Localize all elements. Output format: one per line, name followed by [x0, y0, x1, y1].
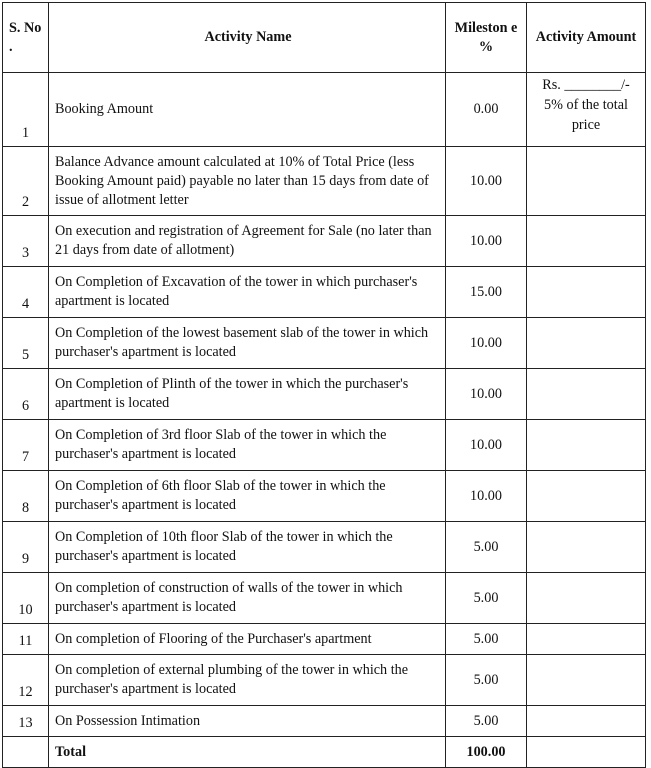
header-milestone-percent: Mileston e % — [446, 3, 527, 73]
total-label: Total — [49, 737, 446, 768]
milestone-percent: 15.00 — [446, 267, 527, 318]
total-amount — [527, 737, 646, 768]
activity-amount — [527, 147, 646, 216]
amount-note: 5% of the total price — [544, 97, 628, 133]
milestone-percent: 10.00 — [446, 369, 527, 420]
row-number: 12 — [3, 655, 49, 706]
activity-name: Booking Amount — [49, 73, 446, 147]
table-row — [3, 216, 646, 267]
row-number: 2 — [3, 147, 49, 216]
activity-name: On Possession Intimation — [49, 706, 446, 737]
header-activity-name: Activity Name — [49, 3, 446, 73]
row-number: 7 — [3, 420, 49, 471]
row-number: 10 — [3, 573, 49, 624]
total-percent: 100.00 — [446, 737, 527, 768]
milestone-percent: 5.00 — [446, 655, 527, 706]
table-row — [3, 318, 646, 369]
activity-name: On Completion of the lowest basement slab of the tower in which purchaser's apartment is located — [49, 318, 446, 369]
row-number: 11 — [3, 624, 49, 655]
activity-amount — [527, 73, 646, 147]
activity-amount — [527, 318, 646, 369]
activity-name: On Completion of 6th floor Slab of the tower in which the purchaser's apartment is located — [49, 471, 446, 522]
header-activity-amount: Activity Amount — [527, 3, 646, 73]
milestone-percent: 10.00 — [446, 471, 527, 522]
table-row — [3, 624, 646, 655]
row-number: 5 — [3, 318, 49, 369]
row-number: 6 — [3, 369, 49, 420]
activity-name: On completion of Flooring of the Purchaser's apartment — [49, 624, 446, 655]
milestone-percent: 5.00 — [446, 573, 527, 624]
header-sno: S. No . — [3, 3, 49, 73]
table-row — [3, 73, 646, 147]
table-row — [3, 147, 646, 216]
row-number: 9 — [3, 522, 49, 573]
activity-amount — [527, 624, 646, 655]
milestone-percent: 10.00 — [446, 216, 527, 267]
row-number: 13 — [3, 706, 49, 737]
activity-name: On Completion of Plinth of the tower in which the purchaser's apartment is located — [49, 369, 446, 420]
table-row — [3, 706, 646, 737]
row-number: 4 — [3, 267, 49, 318]
milestone-percent: 10.00 — [446, 318, 527, 369]
activity-amount — [527, 655, 646, 706]
amount-blank: Rs. ________/- — [542, 77, 630, 93]
table-row — [3, 369, 646, 420]
table-row — [3, 573, 646, 624]
activity-name: On completion of external plumbing of the tower in which the purchaser's apartment is located — [49, 655, 446, 706]
activity-amount — [527, 369, 646, 420]
activity-name: On Completion of Excavation of the tower in which purchaser's apartment is located — [49, 267, 446, 318]
table-row — [3, 471, 646, 522]
table-row — [3, 655, 646, 706]
activity-amount — [527, 471, 646, 522]
activity-amount — [527, 522, 646, 573]
activity-amount — [527, 216, 646, 267]
row-number: 1 — [3, 73, 49, 147]
activity-amount — [527, 706, 646, 737]
milestone-percent: 10.00 — [446, 420, 527, 471]
total-row-number — [3, 737, 49, 768]
activity-name: On Completion of 10th floor Slab of the tower in which the purchaser's apartment is located — [49, 522, 446, 573]
table-row — [3, 420, 646, 471]
activity-name: Balance Advance amount calculated at 10% of Total Price (less Booking Amount paid) payable no later than 15 days from date of issue of allotment letter — [49, 147, 446, 216]
milestone-percent: 5.00 — [446, 706, 527, 737]
table-row — [3, 522, 646, 573]
total-row — [3, 737, 646, 768]
activity-name: On completion of construction of walls of the tower in which purchaser's apartment is located — [49, 573, 446, 624]
payment-schedule-table — [2, 2, 646, 768]
row-number: 8 — [3, 471, 49, 522]
milestone-percent: 10.00 — [446, 147, 527, 216]
table-row — [3, 267, 646, 318]
activity-name: On Completion of 3rd floor Slab of the tower in which the purchaser's apartment is located — [49, 420, 446, 471]
row-number: 3 — [3, 216, 49, 267]
header-row — [3, 3, 646, 73]
milestone-percent: 5.00 — [446, 522, 527, 573]
activity-amount — [527, 267, 646, 318]
milestone-percent: 5.00 — [446, 624, 527, 655]
milestone-percent: 0.00 — [446, 73, 527, 147]
activity-name: On execution and registration of Agreement for Sale (no later than 21 days from date of allotment) — [49, 216, 446, 267]
activity-amount — [527, 573, 646, 624]
activity-amount — [527, 420, 646, 471]
